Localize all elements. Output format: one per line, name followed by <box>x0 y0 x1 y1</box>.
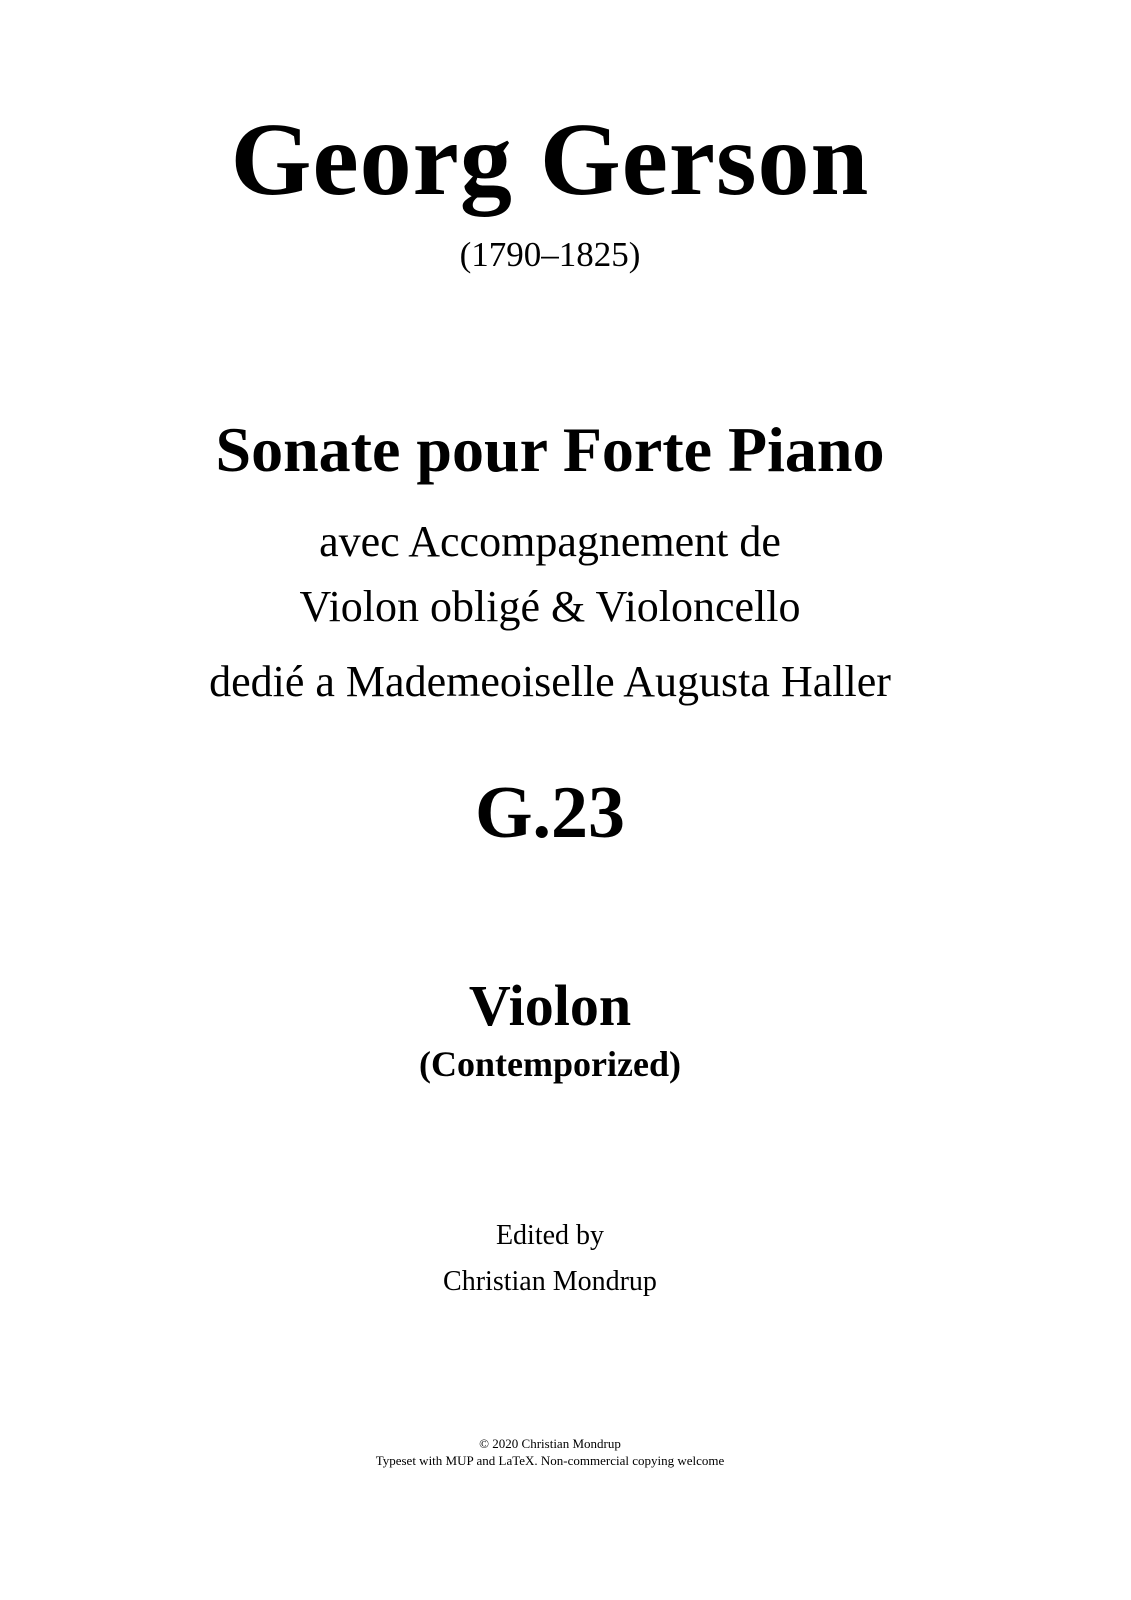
dedication-line: dedié a Mademeoiselle Augusta Haller <box>209 657 891 706</box>
edited-by-label: Edited by <box>495 1220 605 1251</box>
typeset-note: Typeset with MUP and LaTeX. Non-commercial copying welcome <box>375 1453 725 1468</box>
work-title: Sonate pour Forte Piano <box>215 414 885 485</box>
instrument-part: Violon <box>468 973 632 1038</box>
editor-name: Christian Mondrup <box>443 1266 657 1297</box>
composer-dates: (1790–1825) <box>459 235 641 274</box>
catalog-number: G.23 <box>474 772 626 854</box>
edition-note: (Contemporized) <box>419 1044 681 1084</box>
subtitle-line: avec Accompagnement de <box>319 517 781 566</box>
subtitle-line: Violon obligé & Violoncello <box>299 582 801 631</box>
copyright-notice: © 2020 Christian Mondrup <box>479 1436 621 1451</box>
composer-name: Georg Gerson <box>230 102 870 217</box>
